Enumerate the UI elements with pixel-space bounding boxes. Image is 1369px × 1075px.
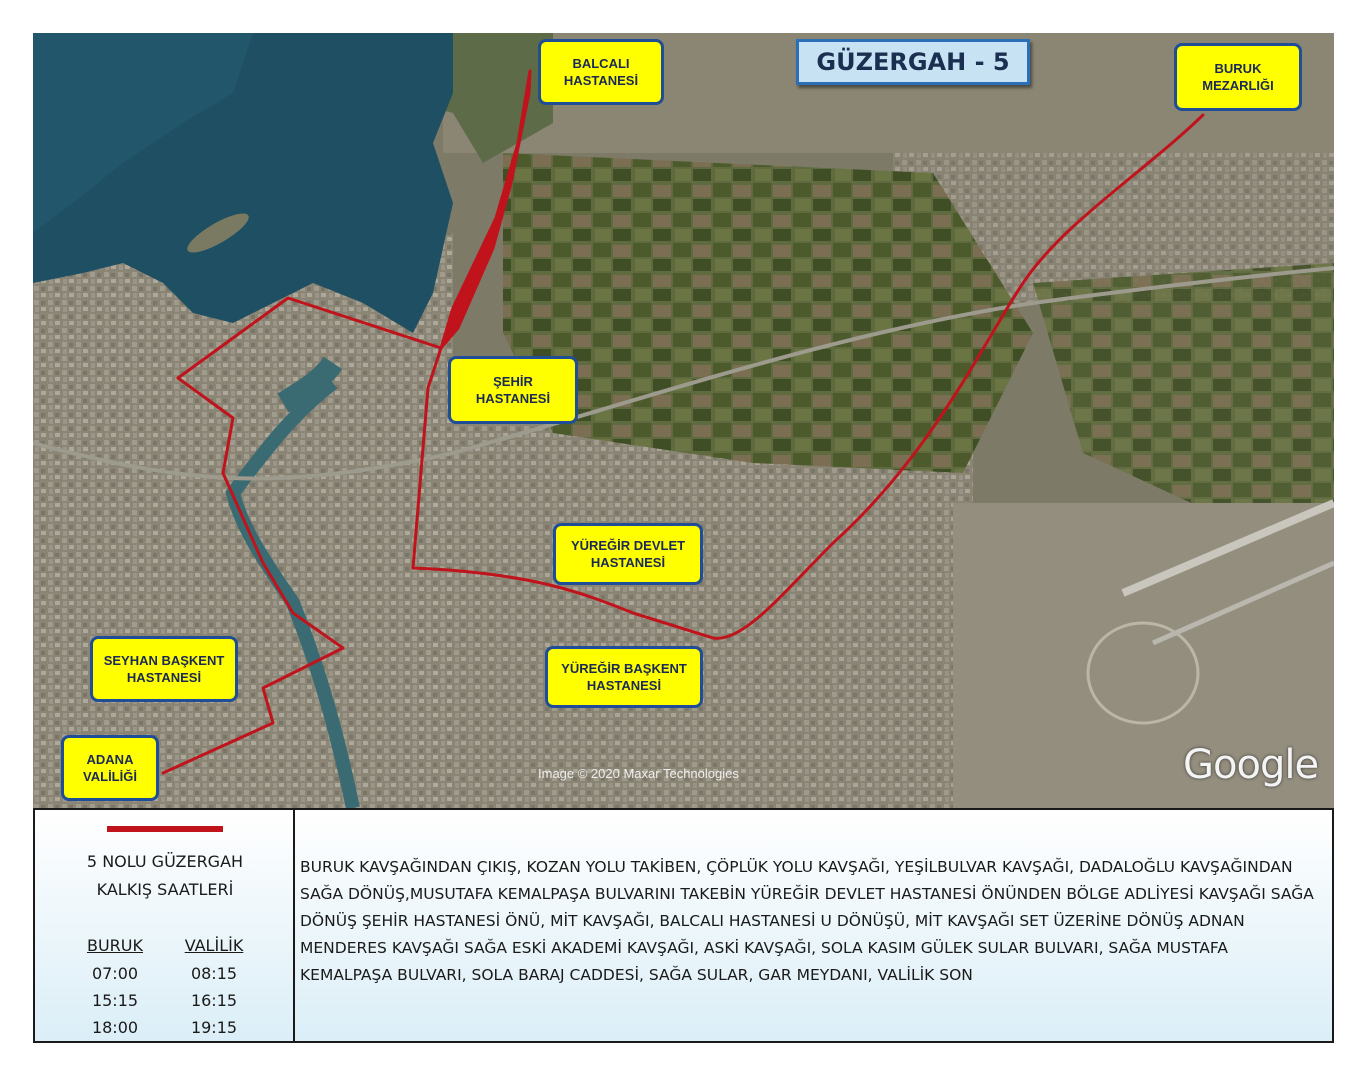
label-buruk-cemetery: BURUK MEZARLIĞI [1174,43,1302,111]
schedule-cell [35,810,295,1041]
route-description-cell [295,810,1332,1041]
label-seyhan-baskent-hospital: SEYHAN BAŞKENT HASTANESİ [90,636,238,702]
label-adana-valiligi: ADANA VALİLİĞİ [61,735,159,801]
column-header: BURUK [86,936,143,955]
departure-time: 19:15 [190,1018,238,1037]
route-description: BURUK KAVŞAĞINDAN ÇIKIŞ, KOZAN YOLU TAKİBEN, ÇÖPLÜK YOLU KAVŞAĞI, YEŞİLBULVAR KAVŞAĞI, DADALOĞLU KAVŞAĞINDAN SAĞA DÖNÜŞ,MUSUTAFA KEMALPAŞA BULVARINI TAKEBİN YÜREĞİR DEVLET HASTANESİ ÖNÜNDEN BÖLGE ADLİYESİ KAVŞAĞI SAĞA DÖNÜŞ ŞEHİR HASTANESİ ÖNÜ, MİT KAVŞAĞI, BALCALI HASTANESİ U DÖNÜŞÜ, MİT KAVŞAĞI SET ÜZERİNE DÖNÜŞ ADNAN MENDERES KAVŞAĞI SAĞA ESKİ AKADEMİ KAVŞAĞI, ASKİ KAVŞAĞI, SOLA KASIM GÜLEK SULAR BULVARI, SAĞA MUSTAFA KEMALPAŞA BULVARI, SOLA BARAJ CADDESİ, SAĞA SULAR, GAR MEYDANI, VALİLİK SON [300,858,1314,984]
departure-time: 18:00 [91,1018,139,1037]
schedule-title: 5 NOLU GÜZERGAH KALKIŞ SAATLERİ [86,852,244,899]
departure-time: 08:15 [190,964,238,983]
departure-time: 15:15 [91,991,139,1010]
column-header: VALİLİK [184,936,244,955]
schedule-column-valilik [169,932,259,1041]
route-info-table [33,808,1334,1043]
imagery-attribution: Image © 2020 Maxar Technologies [538,766,739,781]
route-title: GÜZERGAH - 5 [796,39,1030,85]
label-balcali-hospital: BALCALI HASTANESİ [538,39,664,105]
departure-time: 16:15 [190,991,238,1010]
label-yuregir-devlet-hospital: YÜREĞİR DEVLET HASTANESİ [553,523,703,585]
route-legend-line [107,826,223,832]
satellite-map [33,33,1334,808]
departure-time: 07:00 [91,964,139,983]
label-yuregir-baskent-hospital: YÜREĞİR BAŞKENT HASTANESİ [545,646,703,708]
label-sehir-hospital: ŞEHİR HASTANESİ [448,356,578,424]
google-logo: Google [1183,742,1319,788]
schedule-column-buruk [70,932,160,1041]
